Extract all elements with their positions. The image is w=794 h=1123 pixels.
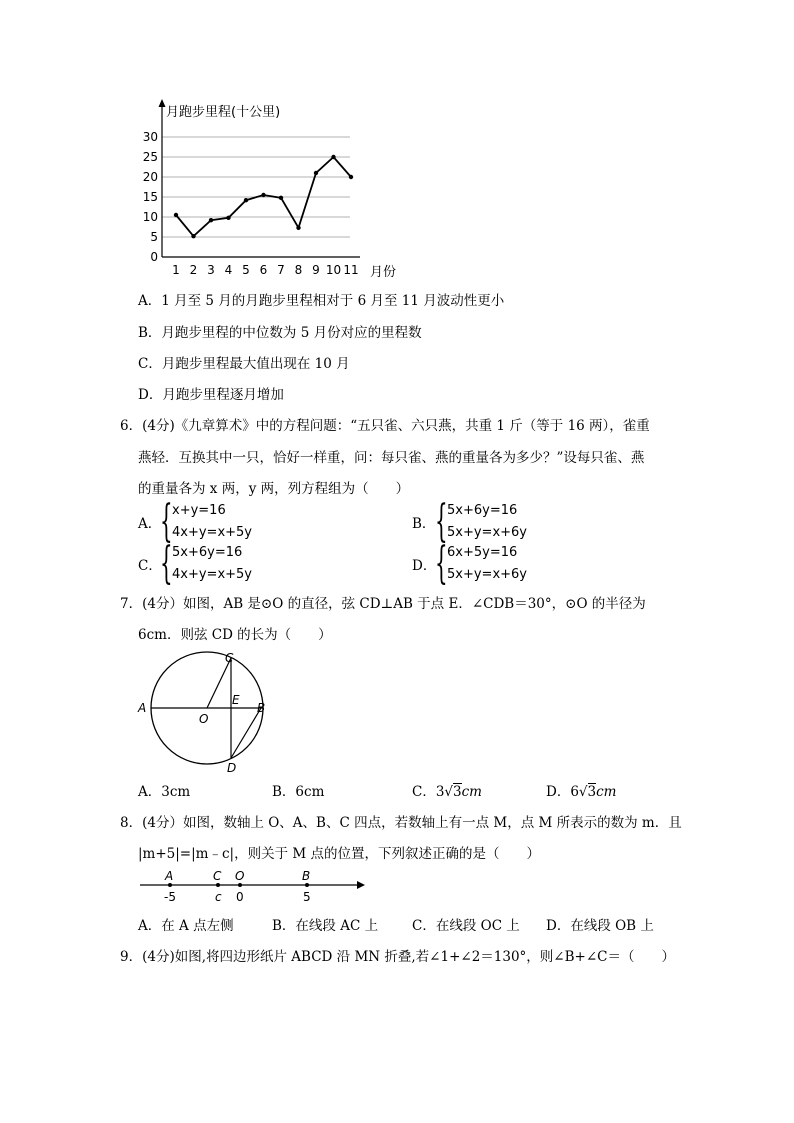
x-tick-label: 8	[294, 263, 303, 277]
data-point	[296, 226, 300, 230]
q6-option-d-eq2: 5x+y=x+6y	[447, 567, 527, 582]
q6-option-d-label: D．	[412, 558, 437, 574]
q5-option-c: C．月跑步里程最大值出现在 10 月	[138, 356, 350, 372]
x-tick-label: 6	[259, 263, 268, 277]
x-axis-title: 月份	[370, 265, 397, 280]
axis-label-o: O	[235, 869, 245, 883]
axis-label-c: C	[213, 869, 222, 883]
q7-option-d-unit: cm	[596, 784, 617, 800]
q7-option-d-pre: D．6	[546, 784, 579, 800]
q6-option-a-eq1: x+y=16	[172, 503, 226, 518]
label-c: C	[225, 651, 234, 665]
x-tick-label: 10	[325, 263, 342, 277]
q7-option-c-unit: cm	[461, 784, 482, 800]
sqrt-icon: √	[578, 784, 588, 800]
mileage-line-chart	[130, 95, 420, 280]
y-tick-label: 5	[150, 230, 158, 244]
axis-value-o: 0	[236, 890, 244, 904]
axis-label-a: A	[165, 869, 174, 883]
data-point	[314, 171, 318, 175]
point-b	[305, 883, 309, 887]
q8-stem-line1: 8．(4分）如图，数轴上 O、A、B、C 四点，若数轴上有一点 M，点 M 所表示的数为 m．且	[120, 815, 682, 831]
y-axis-arrow-icon	[159, 99, 166, 107]
data-point	[261, 193, 265, 197]
number-line	[135, 866, 370, 906]
q6-option-b-system	[447, 500, 527, 544]
x-tick-label: 5	[242, 263, 250, 277]
y-tick-label: 0	[150, 250, 158, 264]
point-c	[216, 883, 220, 887]
q5-option-d: D．月跑步里程逐月增加	[138, 387, 284, 403]
q6-option-c-system	[172, 542, 252, 586]
q6-option-c-label: C．	[138, 558, 162, 574]
q6-option-a-label: A．	[138, 516, 162, 532]
point-o	[238, 883, 242, 887]
q6-option-d-eq1: 6x+5y=16	[447, 545, 518, 560]
q6-stem-line2: 燕轻．互换其中一只，恰好一样重，问：每只雀、燕的重量各为多少？”设每只雀、燕	[138, 450, 645, 466]
q6-stem-line3: 的重量各为 x 两，y 两，列方程组为（ ）	[138, 481, 410, 497]
circle-figure	[135, 645, 275, 775]
sqrt-icon: √	[444, 784, 454, 800]
data-point	[279, 196, 283, 200]
axis-value-a: -5	[164, 890, 176, 904]
x-tick-label: 9	[312, 263, 320, 277]
q6-option-b-eq1: 5x+6y=16	[447, 503, 518, 518]
label-d: D	[227, 761, 237, 775]
q7-option-c	[412, 780, 482, 800]
y-axis-title: 月跑步里程(十公里)	[166, 105, 281, 120]
x-tick-label: 3	[207, 263, 215, 277]
q6-option-b-eq2: 5x+y=x+6y	[447, 525, 527, 540]
q6-option-b-label: B．	[412, 516, 436, 532]
q7-option-d-radicand: 3	[587, 784, 597, 800]
data-point	[209, 218, 213, 222]
axis-value-b: 5	[303, 890, 311, 904]
q8-stem-line2: |m+5|=|m﹣c|，则关于 M 点的位置，下列叙述正确的是（ ）	[138, 846, 540, 862]
q5-option-b: B．月跑步里程的中位数为 5 月份对应的里程数	[138, 325, 422, 341]
q7-option-a: A．3cm	[138, 784, 191, 800]
label-a: A	[138, 701, 147, 715]
q6-option-c-eq2: 4x+y=x+5y	[172, 567, 252, 582]
y-tick-label: 25	[142, 150, 158, 164]
axis-value-c: c	[215, 890, 222, 904]
y-tick-label: 10	[142, 210, 158, 224]
q7-option-b: B．6cm	[272, 784, 325, 800]
radius-oc	[207, 658, 231, 708]
x-tick-label: 2	[189, 263, 198, 277]
q8-option-a: A．在 A 点左侧	[138, 918, 234, 934]
q6-option-a-system	[172, 500, 252, 544]
label-b: B	[257, 701, 266, 715]
q6-option-c-eq1: 5x+6y=16	[172, 545, 243, 560]
y-tick-label: 20	[142, 170, 158, 184]
q6-option-d-brace: {	[435, 538, 448, 589]
q6-option-d-system	[447, 542, 527, 586]
data-point	[244, 198, 248, 202]
q7-stem-line1: 7．(4分）如图，AB 是⊙O 的直径，弦 CD⊥AB 于点 E．∠CDB＝30°，⊙O 的半径为	[120, 596, 646, 612]
q6-option-a-eq2: 4x+y=x+5y	[172, 525, 252, 540]
q7-option-c-pre: C．3	[412, 784, 445, 800]
data-point	[226, 216, 230, 220]
q6-option-a-brace: {	[160, 496, 173, 547]
x-tick-label: 4	[224, 263, 233, 277]
data-point	[331, 155, 335, 159]
y-tick-label: 30	[142, 130, 158, 144]
axis-arrow-icon	[357, 881, 365, 889]
q7-stem-line2: 6cm．则弦 CD 的长为（ ）	[138, 627, 332, 643]
q6-option-b-brace: {	[435, 496, 448, 547]
q8-option-b: B．在线段 AC 上	[272, 918, 379, 934]
q8-option-d: D．在线段 OB 上	[546, 918, 654, 934]
data-point	[349, 175, 353, 179]
q6-option-c-brace: {	[160, 538, 173, 589]
point-a	[168, 883, 172, 887]
label-e: E	[232, 693, 240, 707]
x-tick-label: 7	[277, 263, 285, 277]
data-point	[191, 234, 195, 238]
q7-option-d	[546, 780, 617, 800]
x-tick-label: 11	[343, 263, 359, 277]
q8-option-c: C．在线段 OC 上	[412, 918, 520, 934]
data-point	[174, 213, 178, 217]
q9-stem-line1: 9．(4分)如图,将四边形纸片 ABCD 沿 MN 折叠,若∠1+∠2＝130°，则∠B+∠C＝（ ）	[120, 949, 675, 965]
q7-option-c-radicand: 3	[453, 784, 462, 800]
axis-label-b: B	[302, 869, 311, 883]
label-o: O	[199, 712, 209, 726]
x-tick-label: 1	[172, 263, 180, 277]
q5-option-a: A．1 月至 5 月的月跑步里程相对于 6 月至 11 月波动性更小	[138, 293, 505, 309]
y-tick-label: 15	[142, 190, 158, 204]
q6-stem-line1: 6．(4分)《九章算术》中的方程问题：“五只雀、六只燕，共重 1 斤（等于 16 两），雀重	[120, 418, 650, 434]
